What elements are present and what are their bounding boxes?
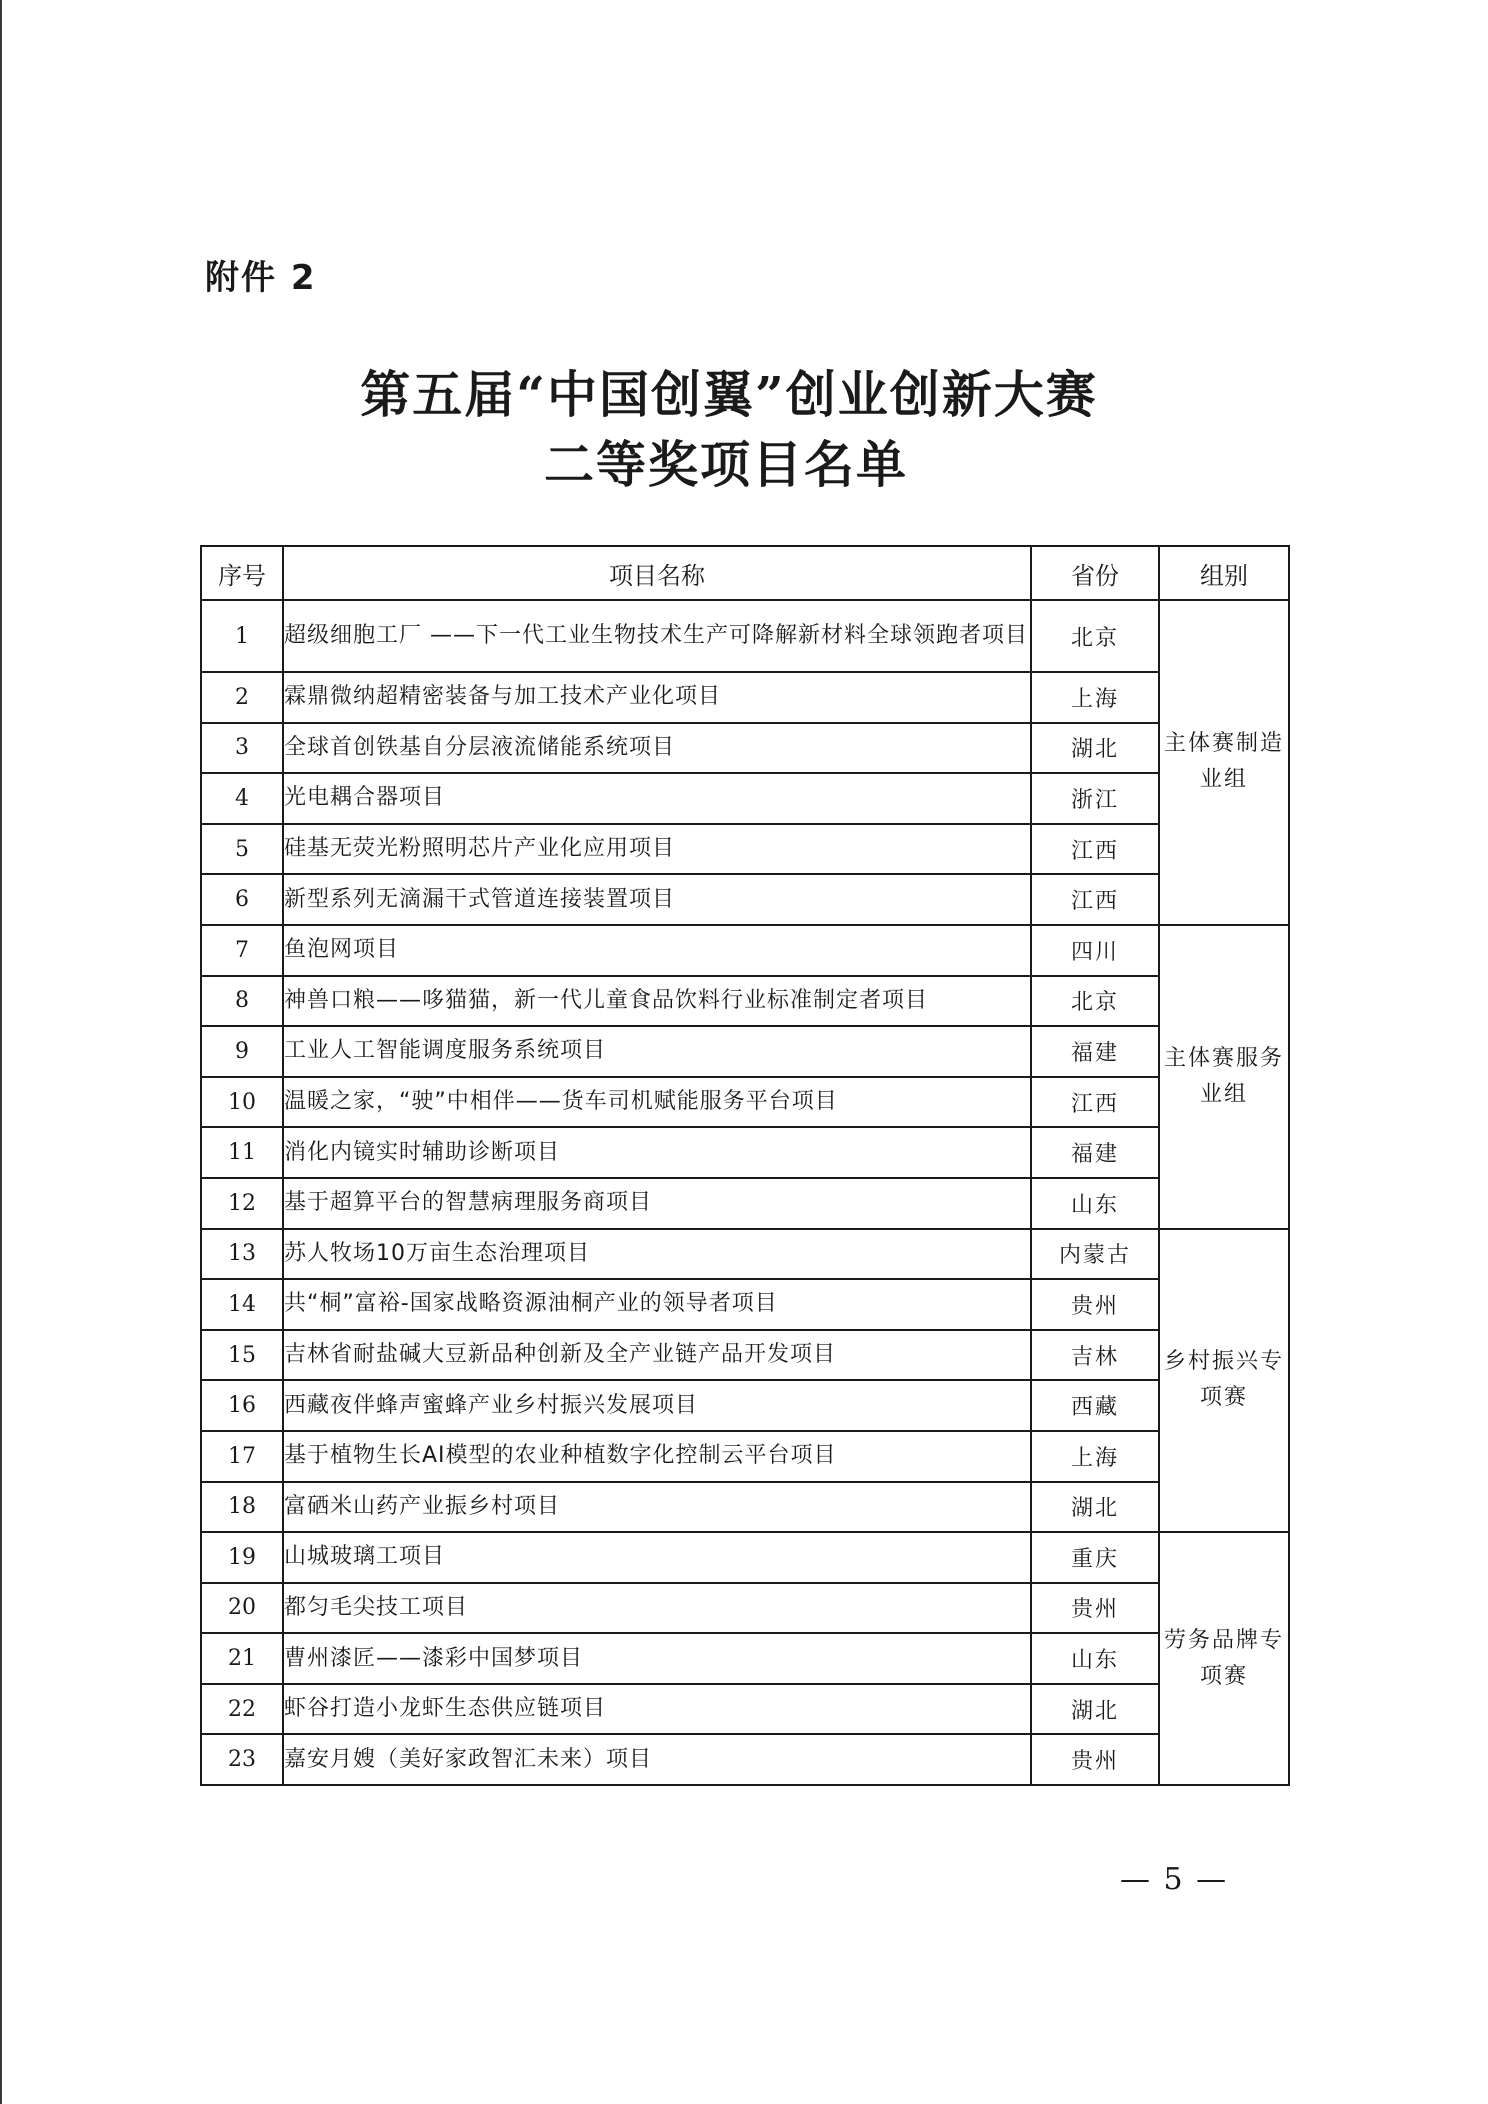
row-index: 12 (201, 1178, 283, 1229)
row-index: 17 (201, 1431, 283, 1482)
page-number: — 5 — (1120, 1862, 1229, 1897)
row-project-name: 鱼泡网项目 (283, 925, 1031, 976)
row-project-name: 消化内镜实时辅助诊断项目 (283, 1127, 1031, 1178)
row-project-name: 虾谷打造小龙虾生态供应链项目 (283, 1684, 1031, 1735)
row-province: 贵州 (1031, 1734, 1159, 1785)
row-province: 内蒙古 (1031, 1229, 1159, 1280)
row-index: 13 (201, 1229, 283, 1280)
row-province: 贵州 (1031, 1583, 1159, 1634)
row-province: 上海 (1031, 1431, 1159, 1482)
row-index: 15 (201, 1330, 283, 1381)
row-project-name: 硅基无荧光粉照明芯片产业化应用项目 (283, 824, 1031, 875)
table-row (201, 1431, 1289, 1482)
row-index: 16 (201, 1380, 283, 1431)
row-province: 四川 (1031, 925, 1159, 976)
table-row (201, 1482, 1289, 1533)
table-row (201, 925, 1289, 976)
row-project-name: 嘉安月嫂（美好家政智汇未来）项目 (283, 1734, 1031, 1785)
row-index: 18 (201, 1482, 283, 1533)
row-project-name: 都匀毛尖技工项目 (283, 1583, 1031, 1634)
row-index: 22 (201, 1684, 283, 1735)
table-row (201, 1380, 1289, 1431)
row-project-name: 新型系列无滴漏干式管道连接装置项目 (283, 874, 1031, 925)
row-province: 上海 (1031, 672, 1159, 723)
row-index: 3 (201, 723, 283, 774)
row-index: 7 (201, 925, 283, 976)
page-edge (0, 0, 2, 2104)
table-row (201, 1077, 1289, 1128)
row-index: 9 (201, 1026, 283, 1077)
row-project-name: 神兽口粮——哆猫猫，新一代儿童食品饮料行业标准制定者项目 (283, 976, 1031, 1027)
row-index: 23 (201, 1734, 283, 1785)
header-index: 序号 (201, 546, 283, 600)
row-province: 贵州 (1031, 1279, 1159, 1330)
row-province: 湖北 (1031, 723, 1159, 774)
table-row (201, 723, 1289, 774)
table-header-row (201, 546, 1289, 600)
table-row (201, 1583, 1289, 1634)
row-project-name: 超级细胞工厂 ——下一代工业生物技术生产可降解新材料全球领跑者项目 (283, 600, 1031, 672)
table-row (201, 874, 1289, 925)
table-row (201, 1633, 1289, 1684)
table-row (201, 1330, 1289, 1381)
attachment-label: 附件 2 (205, 258, 317, 298)
table-row (201, 976, 1289, 1027)
table-row (201, 773, 1289, 824)
row-province: 湖北 (1031, 1684, 1159, 1735)
table-row (201, 1026, 1289, 1077)
row-province: 江西 (1031, 1077, 1159, 1128)
row-index: 2 (201, 672, 283, 723)
table-row (201, 824, 1289, 875)
row-index: 19 (201, 1532, 283, 1583)
table-row (201, 1279, 1289, 1330)
row-province: 江西 (1031, 824, 1159, 875)
header-group: 组别 (1159, 546, 1289, 600)
table-row (201, 1734, 1289, 1785)
row-project-name: 山城玻璃工项目 (283, 1532, 1031, 1583)
group-cell: 主体赛制造业组 (1159, 600, 1289, 925)
row-province: 重庆 (1031, 1532, 1159, 1583)
row-project-name: 工业人工智能调度服务系统项目 (283, 1026, 1031, 1077)
award-table (200, 545, 1290, 1786)
row-project-name: 苏人牧场10万亩生态治理项目 (283, 1229, 1031, 1280)
row-province: 浙江 (1031, 773, 1159, 824)
row-province: 西藏 (1031, 1380, 1159, 1431)
row-province: 北京 (1031, 976, 1159, 1027)
document-title: 第五届“中国创翼”创业创新大赛 (360, 365, 1098, 424)
row-province: 山东 (1031, 1633, 1159, 1684)
table-row (201, 1229, 1289, 1280)
row-index: 6 (201, 874, 283, 925)
table-row (201, 672, 1289, 723)
row-project-name: 共“桐”富裕-国家战略资源油桐产业的领导者项目 (283, 1279, 1031, 1330)
row-province: 福建 (1031, 1026, 1159, 1077)
row-project-name: 光电耦合器项目 (283, 773, 1031, 824)
table-row (201, 600, 1289, 672)
row-project-name: 吉林省耐盐碱大豆新品种创新及全产业链产品开发项目 (283, 1330, 1031, 1381)
row-province: 江西 (1031, 874, 1159, 925)
row-index: 11 (201, 1127, 283, 1178)
row-project-name: 西藏夜伴蜂声蜜蜂产业乡村振兴发展项目 (283, 1380, 1031, 1431)
group-cell: 乡村振兴专项赛 (1159, 1229, 1289, 1533)
row-index: 21 (201, 1633, 283, 1684)
row-project-name: 基于超算平台的智慧病理服务商项目 (283, 1178, 1031, 1229)
row-index: 5 (201, 824, 283, 875)
row-index: 4 (201, 773, 283, 824)
table-row (201, 1127, 1289, 1178)
group-cell: 主体赛服务业组 (1159, 925, 1289, 1229)
document-subtitle: 二等奖项目名单 (544, 435, 908, 494)
header-province: 省份 (1031, 546, 1159, 600)
row-project-name: 温暖之家，“驶”中相伴——货车司机赋能服务平台项目 (283, 1077, 1031, 1128)
group-cell: 劳务品牌专项赛 (1159, 1532, 1289, 1785)
row-province: 山东 (1031, 1178, 1159, 1229)
row-index: 1 (201, 600, 283, 672)
row-project-name: 富硒米山药产业振乡村项目 (283, 1482, 1031, 1533)
row-project-name: 基于植物生长AI模型的农业种植数字化控制云平台项目 (283, 1431, 1031, 1482)
row-project-name: 霖鼎微纳超精密装备与加工技术产业化项目 (283, 672, 1031, 723)
row-province: 吉林 (1031, 1330, 1159, 1381)
table-row (201, 1532, 1289, 1583)
row-province: 湖北 (1031, 1482, 1159, 1533)
row-project-name: 全球首创铁基自分层液流储能系统项目 (283, 723, 1031, 774)
row-index: 10 (201, 1077, 283, 1128)
row-province: 福建 (1031, 1127, 1159, 1178)
row-index: 14 (201, 1279, 283, 1330)
row-index: 8 (201, 976, 283, 1027)
table-row (201, 1684, 1289, 1735)
header-name: 项目名称 (283, 546, 1031, 600)
row-province: 北京 (1031, 600, 1159, 672)
table-row (201, 1178, 1289, 1229)
row-project-name: 曹州漆匠——漆彩中国梦项目 (283, 1633, 1031, 1684)
row-index: 20 (201, 1583, 283, 1634)
